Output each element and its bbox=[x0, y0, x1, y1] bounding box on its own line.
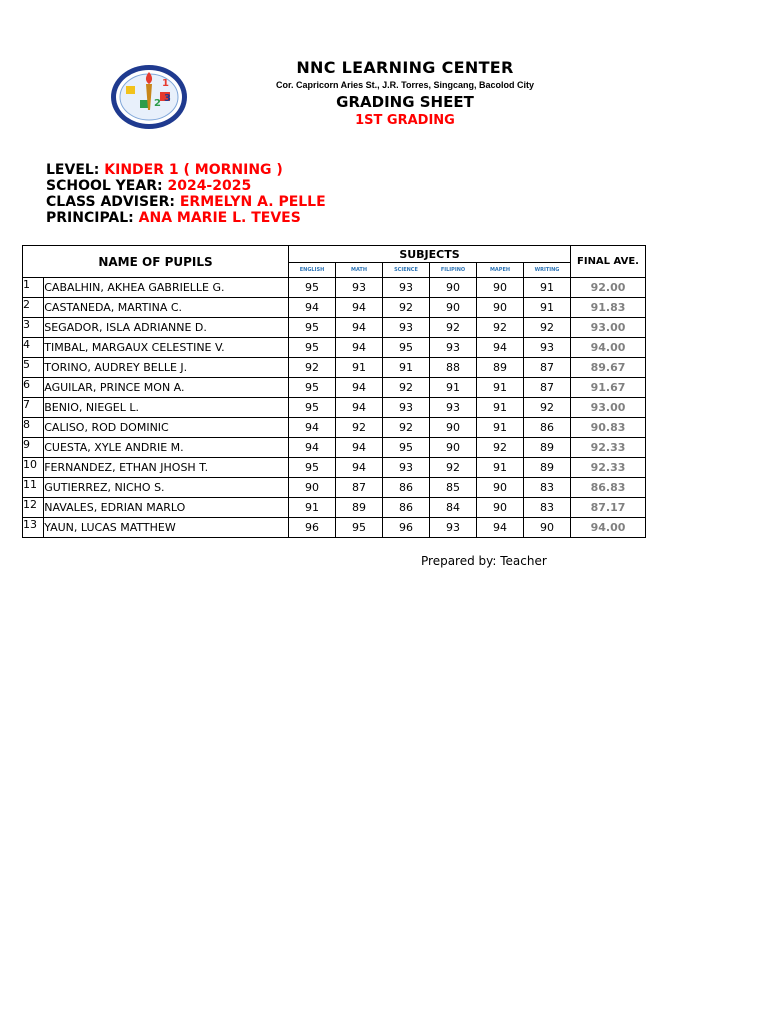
svg-text:1: 1 bbox=[162, 78, 169, 89]
final-average: 94.00 bbox=[571, 338, 646, 358]
grade-cell: 85 bbox=[430, 478, 477, 498]
final-average: 87.17 bbox=[571, 498, 646, 518]
subject-header: MATH bbox=[336, 263, 383, 278]
school-year-label: SCHOOL YEAR: bbox=[46, 178, 168, 194]
final-average: 92.33 bbox=[571, 438, 646, 458]
grade-cell: 94 bbox=[336, 398, 383, 418]
row-number: 9 bbox=[23, 438, 44, 458]
table-row bbox=[23, 378, 646, 398]
grade-cell: 91 bbox=[289, 498, 336, 518]
grades-table bbox=[22, 245, 646, 538]
school-name: NNC LEARNING CENTER bbox=[296, 58, 514, 77]
grade-cell: 90 bbox=[477, 298, 524, 318]
grade-cell: 90 bbox=[524, 518, 571, 538]
table-row bbox=[23, 478, 646, 498]
class-adviser-label: CLASS ADVISER: bbox=[46, 194, 180, 210]
row-number: 7 bbox=[23, 398, 44, 418]
grade-cell: 94 bbox=[336, 338, 383, 358]
row-number: 5 bbox=[23, 358, 44, 378]
pupil-name: AGUILAR, PRINCE MON A. bbox=[44, 378, 289, 398]
pupil-name: FERNANDEZ, ETHAN JHOSH T. bbox=[44, 458, 289, 478]
grade-cell: 86 bbox=[383, 498, 430, 518]
grade-cell: 94 bbox=[477, 518, 524, 538]
grade-cell: 89 bbox=[336, 498, 383, 518]
grade-cell: 96 bbox=[289, 518, 336, 538]
grade-cell: 93 bbox=[430, 518, 477, 538]
grade-cell: 90 bbox=[477, 278, 524, 298]
row-number: 13 bbox=[23, 518, 44, 538]
subjects-header: SUBJECTS bbox=[289, 246, 571, 263]
grade-cell: 95 bbox=[289, 378, 336, 398]
grade-cell: 87 bbox=[524, 358, 571, 378]
row-number: 4 bbox=[23, 338, 44, 358]
table-row bbox=[23, 498, 646, 518]
row-number: 3 bbox=[23, 318, 44, 338]
pupil-name: CALISO, ROD DOMINIC bbox=[44, 418, 289, 438]
pupil-name: CASTANEDA, MARTINA C. bbox=[44, 298, 289, 318]
grade-cell: 84 bbox=[430, 498, 477, 518]
grade-rows bbox=[23, 278, 646, 538]
grade-cell: 95 bbox=[289, 458, 336, 478]
grade-cell: 95 bbox=[383, 338, 430, 358]
grade-cell: 93 bbox=[383, 458, 430, 478]
final-average: 91.67 bbox=[571, 378, 646, 398]
grade-cell: 91 bbox=[336, 358, 383, 378]
grade-cell: 90 bbox=[289, 478, 336, 498]
grade-cell: 93 bbox=[430, 398, 477, 418]
final-average: 86.83 bbox=[571, 478, 646, 498]
grade-cell: 90 bbox=[477, 478, 524, 498]
row-number: 10 bbox=[23, 458, 44, 478]
grade-cell: 91 bbox=[477, 378, 524, 398]
table-row bbox=[23, 358, 646, 378]
grade-cell: 90 bbox=[430, 418, 477, 438]
subject-header: FILIPINO bbox=[430, 263, 477, 278]
grade-cell: 94 bbox=[336, 318, 383, 338]
grade-cell: 94 bbox=[477, 338, 524, 358]
grade-cell: 91 bbox=[477, 418, 524, 438]
grade-cell: 93 bbox=[430, 338, 477, 358]
pupil-name: CABALHIN, AKHEA GABRIELLE G. bbox=[44, 278, 289, 298]
school-seal-icon bbox=[110, 64, 188, 130]
grade-cell: 94 bbox=[289, 418, 336, 438]
row-number: 6 bbox=[23, 378, 44, 398]
grade-cell: 91 bbox=[524, 298, 571, 318]
table-row bbox=[23, 278, 646, 298]
class-adviser-value: ERMELYN A. PELLE bbox=[179, 194, 326, 210]
final-average: 90.83 bbox=[571, 418, 646, 438]
principal-value: ANA MARIE L. TEVES bbox=[138, 210, 301, 226]
pupil-name: CUESTA, XYLE ANDRIE M. bbox=[44, 438, 289, 458]
pupil-name: YAUN, LUCAS MATTHEW bbox=[44, 518, 289, 538]
grade-cell: 91 bbox=[524, 278, 571, 298]
row-number: 2 bbox=[23, 298, 44, 318]
grade-cell: 89 bbox=[524, 458, 571, 478]
table-row bbox=[23, 458, 646, 478]
final-average-header: FINAL AVE. bbox=[571, 246, 646, 278]
grade-cell: 86 bbox=[524, 418, 571, 438]
grade-cell: 93 bbox=[383, 278, 430, 298]
final-average: 93.00 bbox=[571, 318, 646, 338]
level-line bbox=[46, 162, 283, 178]
grade-cell: 94 bbox=[289, 298, 336, 318]
grade-cell: 91 bbox=[430, 378, 477, 398]
grade-cell: 91 bbox=[477, 398, 524, 418]
grade-cell: 92 bbox=[430, 318, 477, 338]
final-average: 91.83 bbox=[571, 298, 646, 318]
subject-header: ENGLISH bbox=[289, 263, 336, 278]
grade-cell: 87 bbox=[524, 378, 571, 398]
row-number: 1 bbox=[23, 278, 44, 298]
grade-cell: 92 bbox=[336, 418, 383, 438]
grade-cell: 95 bbox=[336, 518, 383, 538]
final-average: 94.00 bbox=[571, 518, 646, 538]
school-year-line bbox=[46, 178, 251, 194]
school-year-value: 2024-2025 bbox=[167, 178, 252, 194]
pupil-name: TORINO, AUDREY BELLE J. bbox=[44, 358, 289, 378]
grade-cell: 88 bbox=[430, 358, 477, 378]
level-label: LEVEL: bbox=[46, 162, 105, 178]
level-value: KINDER 1 ( MORNING ) bbox=[104, 162, 283, 178]
grade-cell: 90 bbox=[430, 298, 477, 318]
principal-label: PRINCIPAL: bbox=[46, 210, 139, 226]
pupil-name: SEGADOR, ISLA ADRIANNE D. bbox=[44, 318, 289, 338]
pupil-name: GUTIERREZ, NICHO S. bbox=[44, 478, 289, 498]
principal-line bbox=[46, 210, 301, 226]
final-average: 92.33 bbox=[571, 458, 646, 478]
prepared-by: Prepared by: Teacher bbox=[421, 554, 547, 568]
grade-cell: 89 bbox=[524, 438, 571, 458]
svg-text:2: 2 bbox=[154, 98, 161, 109]
grade-cell: 95 bbox=[289, 318, 336, 338]
grade-cell: 86 bbox=[383, 478, 430, 498]
grade-cell: 87 bbox=[336, 478, 383, 498]
table-row bbox=[23, 318, 646, 338]
grade-cell: 95 bbox=[289, 278, 336, 298]
row-number: 12 bbox=[23, 498, 44, 518]
class-adviser-line bbox=[46, 194, 326, 210]
grade-cell: 92 bbox=[430, 458, 477, 478]
grade-cell: 92 bbox=[383, 378, 430, 398]
grade-cell: 92 bbox=[289, 358, 336, 378]
subject-header: MAPEH bbox=[477, 263, 524, 278]
grade-cell: 83 bbox=[524, 478, 571, 498]
table-row bbox=[23, 298, 646, 318]
grade-cell: 90 bbox=[477, 498, 524, 518]
pupil-name: BENIO, NIEGEL L. bbox=[44, 398, 289, 418]
grade-cell: 94 bbox=[336, 378, 383, 398]
grade-cell: 93 bbox=[336, 278, 383, 298]
grade-cell: 89 bbox=[477, 358, 524, 378]
school-address: Cor. Capricorn Aries St., J.R. Torres, Singcang, Bacolod City bbox=[275, 80, 535, 90]
table-row bbox=[23, 398, 646, 418]
grade-cell: 94 bbox=[336, 458, 383, 478]
grading-period: 1ST GRADING bbox=[355, 113, 455, 128]
grade-cell: 90 bbox=[430, 438, 477, 458]
final-average: 92.00 bbox=[571, 278, 646, 298]
grade-cell: 93 bbox=[383, 318, 430, 338]
table-row bbox=[23, 438, 646, 458]
grade-cell: 94 bbox=[289, 438, 336, 458]
subject-header: SCIENCE bbox=[383, 263, 430, 278]
grade-cell: 92 bbox=[524, 398, 571, 418]
final-average: 93.00 bbox=[571, 398, 646, 418]
row-number: 8 bbox=[23, 418, 44, 438]
grade-cell: 92 bbox=[477, 318, 524, 338]
grade-cell: 92 bbox=[383, 418, 430, 438]
grade-cell: 96 bbox=[383, 518, 430, 538]
grade-cell: 95 bbox=[289, 398, 336, 418]
svg-text:3: 3 bbox=[164, 93, 171, 104]
subject-header: WRITING bbox=[524, 263, 571, 278]
grade-cell: 94 bbox=[336, 438, 383, 458]
grade-cell: 93 bbox=[524, 338, 571, 358]
grade-cell: 93 bbox=[383, 398, 430, 418]
grade-cell: 91 bbox=[477, 458, 524, 478]
grade-cell: 83 bbox=[524, 498, 571, 518]
grade-cell: 90 bbox=[430, 278, 477, 298]
table-row bbox=[23, 338, 646, 358]
row-number: 11 bbox=[23, 478, 44, 498]
pupil-name: NAVALES, EDRIAN MARLO bbox=[44, 498, 289, 518]
grade-cell: 92 bbox=[524, 318, 571, 338]
grade-cell: 92 bbox=[383, 298, 430, 318]
grade-cell: 94 bbox=[336, 298, 383, 318]
sheet-title: GRADING SHEET bbox=[336, 93, 474, 111]
grade-cell: 91 bbox=[383, 358, 430, 378]
table-row bbox=[23, 518, 646, 538]
pupil-name: TIMBAL, MARGAUX CELESTINE V. bbox=[44, 338, 289, 358]
grade-cell: 95 bbox=[383, 438, 430, 458]
name-of-pupils-header: NAME OF PUPILS bbox=[23, 246, 289, 278]
final-average: 89.67 bbox=[571, 358, 646, 378]
grade-cell: 92 bbox=[477, 438, 524, 458]
table-row bbox=[23, 418, 646, 438]
grade-cell: 95 bbox=[289, 338, 336, 358]
